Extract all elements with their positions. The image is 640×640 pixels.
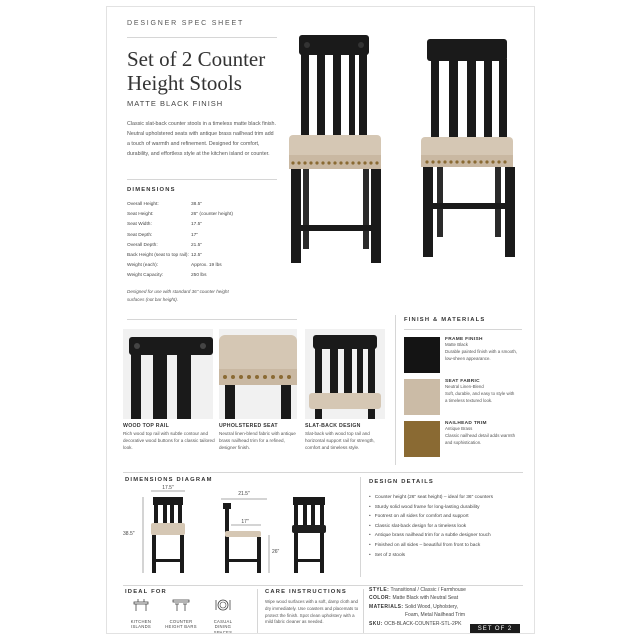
detail-body: Rich wood top rail with subtle contour and decorative wood buttons for a classic tailored look. [123,431,215,451]
detail-body: Neutral linen-blend fabric with antique brass nailhead trim for a refined, designer finish. [219,431,296,451]
finish-title: NAILHEAD TRIM [445,421,487,426]
finish-body: Matte Black Durable painted finish with a smooth, low-sheen appearance. [445,342,517,361]
dimension-value: 250 lbs [191,273,207,279]
ideal-for-heading: IDEAL FOR [125,589,167,595]
dimension-label: Overall Depth: [127,242,158,248]
spec-line [369,586,519,594]
front-stool-image [289,35,381,263]
dimension-label: Weight Capacity: [127,273,164,279]
page-subtitle: MATTE BLACK FINISH [127,99,224,108]
design-detail-item: • Set of 2 stools [369,551,529,561]
design-divider-vertical [360,477,361,577]
set-badge: SET OF 2 [470,624,520,634]
diagram-back-view [292,497,326,573]
diagram-width-label: 17.5" [162,485,174,491]
detail-title: WOOD TOP RAIL [123,423,170,429]
specs-list [369,586,519,628]
diagram-side-view [221,499,269,573]
spec-sheet [106,6,535,634]
dimension-label: Seat Depth: [127,232,153,238]
detail-title: UPHOLSTERED SEAT [219,423,278,429]
dimension-row [127,241,257,251]
dimension-value: 26" (counter height) [191,212,233,218]
finish-item [404,379,517,415]
detail-caption-slat-back [305,423,387,452]
ideal-kitchen-islands [123,598,159,630]
spec-label: COLOR: [369,595,392,602]
rear-stool-image [421,39,515,257]
dimension-label: Seat Width: [127,222,152,228]
eyebrow-label: DESIGNER SPEC SHEET [127,20,245,27]
dimension-row [127,220,257,230]
dimensions-heading: DIMENSIONS [127,187,176,193]
finish-body: Antique Brass Classic nailhead detail adds warmth and sophistication. [445,426,516,445]
ideal-casual-dining [205,598,241,634]
intro-divider [127,179,277,180]
dimension-row [127,261,257,271]
finish-text [445,421,517,457]
page-title: Set of 2 Counter Height Stools [127,47,266,95]
counter-bar-icon [172,598,190,612]
spec-label: MATERIALS: [369,603,404,610]
dimension-label: Seat Height: [127,212,154,218]
intro-text: Classic slat-back counter stools in a timeless matte black finish. Neutral upholstered seats with antique brass nailhead trim add a touch of warmth and refinement. Designed for comfort, durability, and effortless style at the kitchen island or counter. [127,121,276,157]
spec-value: Matte Black with Neutral Seat [392,595,459,602]
diagram-depth-label: 21.5" [238,491,250,497]
design-detail-item: • Classic slat-back design for a timeless look [369,522,529,532]
dimension-row [127,251,257,261]
finish-item [404,337,517,373]
diagram-seat-depth-label: 17" [241,519,249,525]
slat-back-detail-image [305,329,385,419]
dimension-value: 17" [191,232,199,238]
diagram-front-view [143,491,185,573]
dimension-value: Approx. 19 lbs [191,263,222,269]
design-detail-item: • Counter height (26" seat height) – ideal for 36" counters [369,493,529,503]
eyebrow-divider [127,37,277,38]
design-detail-item: • Sturdy solid wood frame for long-lasting durability [369,503,529,513]
dimension-row [127,271,257,281]
dimension-label: Overall Height: [127,202,159,207]
care-text: Wipe wood surfaces with a soft, damp cloth and dry immediately. Use coasters and placemats to protect the finish. Spot clean upholstery with a mild fabric cleaner as needed. [265,599,359,625]
finish-body: Neutral Linen-Blend Soft, durable, and easy to style with a timeless textured look. [445,384,515,403]
finish-text [445,379,517,415]
design-detail-item: • Antique brass nailhead trim for a subtle designer touch [369,531,529,541]
design-detail-item: • Finished on all sides – beautiful from front to back [369,541,529,551]
diagram-seat-height-label: 26" [272,549,280,555]
ideal-label: KITCHEN ISLANDS [130,619,152,630]
spec-value: Foam, Metal Nailhead Trim [405,612,466,619]
dimension-value: 38.5" [191,202,203,207]
finish-swatch [404,421,440,457]
finish-title: SEAT FABRIC [445,379,480,384]
upholstered-seat-detail-image [219,329,297,419]
dimension-row [127,231,257,241]
hero-stools-photo [277,25,532,275]
dimension-row [127,200,257,210]
diagram-height-label: 38.5" [123,531,135,537]
spec-label: STYLE: [369,587,390,593]
top-rail-detail-image [123,329,213,419]
finish-item [404,421,517,457]
dimension-label: Back Height (seat to top rail): [127,252,189,258]
spec-line [369,594,519,602]
design-details-heading: DESIGN DETAILS [369,479,435,485]
diagram-heading: DIMENSIONS DIAGRAM [125,477,213,483]
dimensions-table [127,200,257,282]
spec-label: SKU: [369,620,383,627]
spec-value: OCB-BLACK-COUNTER-STL-2PK [384,620,462,627]
dimensions-diagram [121,485,356,581]
finish-title: FRAME FINISH [445,337,483,342]
lower-divider [123,472,523,473]
finish-text [445,337,517,373]
detail-caption-top-rail [123,423,215,452]
dimension-label: Weight (each): [127,263,159,269]
finish-heading-rule [404,329,522,330]
dimension-value: 21.5" [191,242,203,248]
spec-value: Transitional / Classic / Farmhouse [390,587,466,593]
finish-swatch [404,337,440,373]
ideal-counter-bars [163,598,199,630]
design-detail-item: • Footrest on all sides for comfort and support [369,512,529,522]
dimension-value: 17.5" [191,222,203,228]
mid-divider [127,319,297,320]
spec-line [369,611,519,619]
finish-divider-vertical [395,315,396,465]
care-heading: CARE INSTRUCTIONS [265,589,347,595]
detail-caption-seat [219,423,301,452]
design-details-list [369,493,529,560]
dining-plate-icon [214,598,232,612]
kitchen-island-icon [132,598,150,612]
detail-title: SLAT-BACK DESIGN [305,423,361,429]
dimension-value: 12.5" [191,252,203,258]
spec-value: Solid Wood, Upholstery, [404,603,459,610]
finish-heading: FINISH & MATERIALS [404,317,486,323]
care-divider-vertical [257,589,258,633]
ideal-label: COUNTER HEIGHT BARS [165,619,197,630]
detail-body: Slat-back with wood top rail and horizontal support rail for strength, comfort and timeless style. [305,431,375,451]
dimensions-note: Designed for use with standard 36" counter height surfaces (not bar height). [127,289,229,302]
ideal-label: CASUAL DINING SPACES [213,619,233,634]
dimension-row [127,210,257,220]
specs-divider-vertical [363,589,364,633]
spec-line [369,603,519,611]
finish-swatch [404,379,440,415]
